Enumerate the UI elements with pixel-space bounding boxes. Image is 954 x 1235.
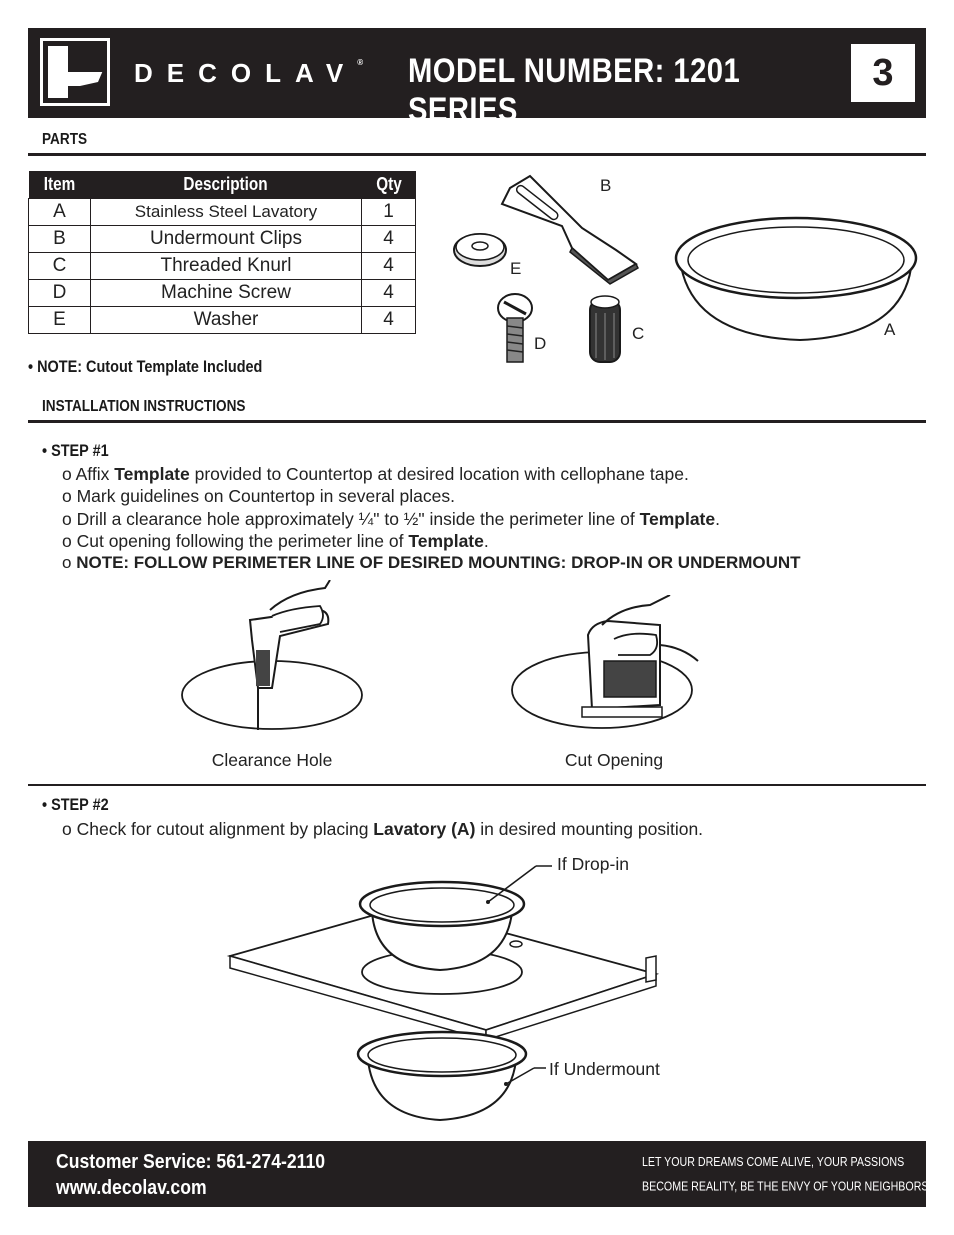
table-row: [29, 226, 416, 253]
installation-heading: INSTALLATION INSTRUCTIONS: [42, 398, 246, 415]
customer-service-phone: Customer Service: 561-274-2110: [56, 1151, 326, 1173]
label-e: E: [510, 259, 522, 278]
cell-description: Machine Screw: [90, 280, 361, 307]
template-note: • NOTE: Cutout Template Included: [28, 357, 263, 376]
step1-line2: o Mark guidelines on Countertop in several places.: [62, 486, 455, 506]
website-link[interactable]: www.decolav.com: [56, 1177, 207, 1199]
label-undermount: If Undermount: [549, 1059, 660, 1079]
step1-line3: o Drill a clearance hole approximately ¼" to ½" inside the perimeter line of Template.: [62, 509, 720, 529]
step2-line1: o Check for cutout alignment by placing Lavatory (A) in desired mounting position.: [62, 819, 704, 839]
cell-item: A: [29, 199, 91, 226]
column-header-item: Item: [29, 171, 91, 199]
column-header-description: Description: [90, 171, 361, 199]
model-title: MODEL NUMBER: 1201 SERIES: [408, 52, 741, 129]
cell-description: Threaded Knurl: [90, 253, 361, 280]
parts-heading: PARTS: [42, 131, 88, 148]
table-row: [29, 307, 416, 334]
cell-description: Washer: [90, 307, 361, 334]
slogan-line2: BECOME REALITY, BE THE ENVY OF YOUR NEIGHBORS®: [642, 1178, 934, 1194]
parts-divider: [28, 153, 926, 156]
table-row: [29, 280, 416, 307]
parts-table: [28, 171, 416, 334]
undermount-clip-icon: [502, 176, 638, 284]
caption-cut-opening: Cut Opening: [564, 750, 664, 770]
threaded-knurl-icon: [590, 296, 620, 362]
installation-divider: [28, 420, 926, 423]
jigsaw-illustration: [510, 595, 710, 735]
cell-item: B: [29, 226, 91, 253]
cell-qty: 4: [362, 253, 416, 280]
page-footer: [28, 1141, 934, 1207]
caption-clearance-hole: Clearance Hole: [211, 750, 333, 770]
label-a: A: [884, 320, 896, 339]
cell-item: C: [29, 253, 91, 280]
cell-qty: 4: [362, 280, 416, 307]
undermount-bowl-icon: [358, 1032, 526, 1120]
decolav-logo-icon: [40, 38, 110, 106]
cell-qty: 4: [362, 226, 416, 253]
label-b: B: [600, 176, 612, 195]
step2-label: • STEP #2: [42, 795, 109, 814]
step1-label: • STEP #1: [42, 441, 109, 460]
cell-qty: 4: [362, 307, 416, 334]
mounting-illustration: [226, 848, 666, 1128]
washer-icon: [454, 234, 506, 266]
step-divider: [28, 784, 926, 786]
label-dropin: If Drop-in: [557, 854, 629, 874]
table-row: [29, 253, 416, 280]
step1-line1: o Affix Template provided to Countertop at desired location with cellophane tape.: [62, 464, 689, 484]
table-row: [29, 199, 416, 226]
step1-line4: o Cut opening following the perimeter line of Template.: [62, 531, 489, 551]
brand-name: DECOLAV®: [134, 58, 364, 88]
column-header-qty: Qty: [362, 171, 416, 199]
cell-item: D: [29, 280, 91, 307]
slogan-line1: LET YOUR DREAMS COME ALIVE, YOUR PASSIONS: [642, 1154, 905, 1169]
label-d: D: [534, 334, 547, 353]
machine-screw-icon: [498, 294, 532, 362]
cell-item: E: [29, 307, 91, 334]
cell-qty: 1: [362, 199, 416, 226]
page-number: 3: [851, 44, 915, 102]
step1-line5: o NOTE: FOLLOW PERIMETER LINE OF DESIRED MOUNTING: DROP-IN OR UNDERMOUNT: [62, 553, 801, 572]
table-header-row: [29, 171, 416, 199]
cell-description: Undermount Clips: [90, 226, 361, 253]
drill-illustration: [180, 580, 370, 740]
lavatory-bowl-icon: [676, 218, 916, 340]
page-header: [28, 28, 926, 129]
cell-description: Stainless Steel Lavatory: [90, 199, 361, 226]
label-c: C: [632, 324, 645, 343]
